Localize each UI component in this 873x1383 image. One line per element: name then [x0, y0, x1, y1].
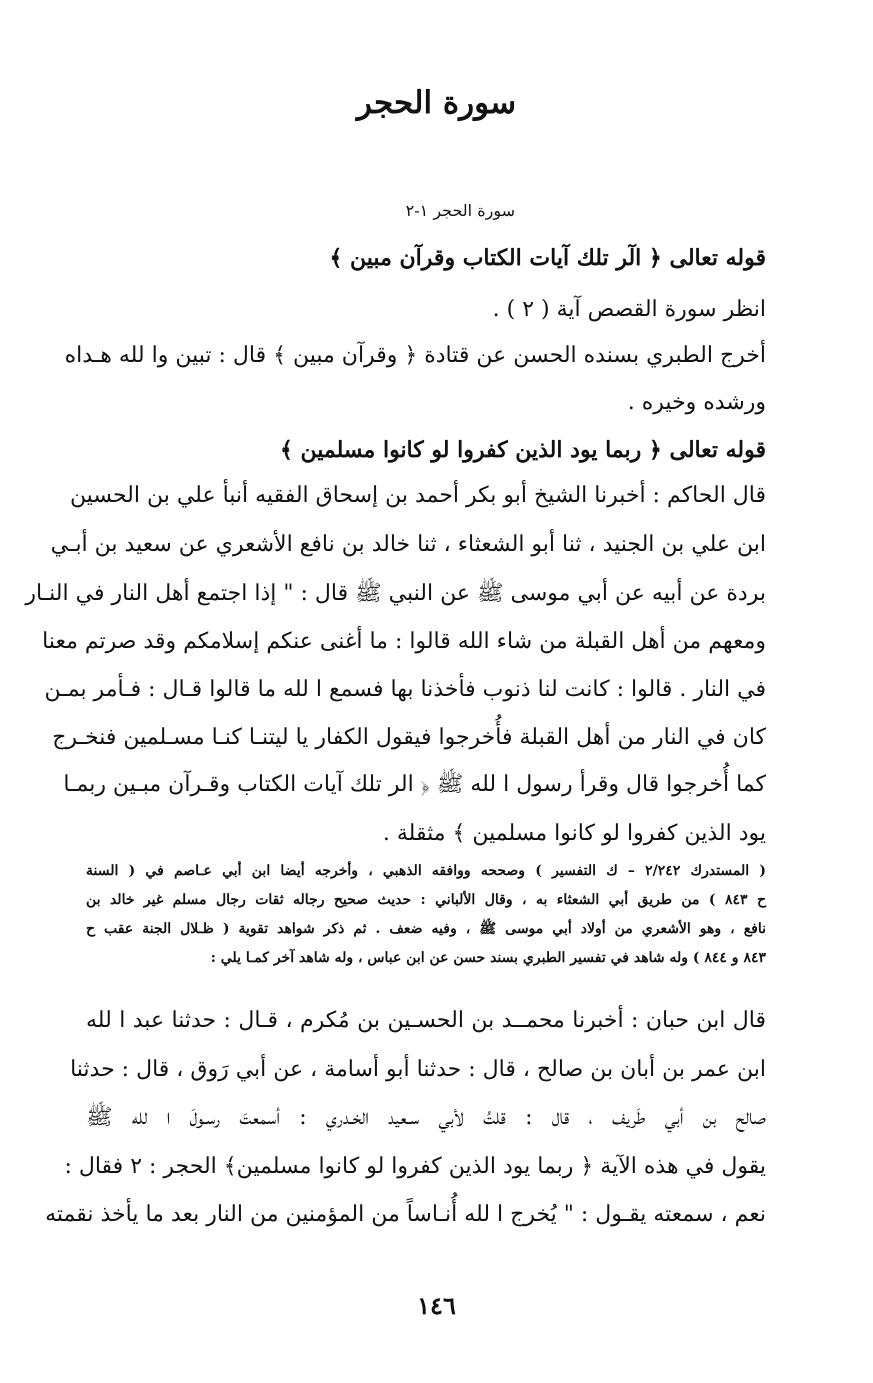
text-line: ابن عمر بن أبان بن صالح ، قال : حدثنا أبو أسامة ، عن أبي رَوق ، قال : حدثنا — [70, 1057, 766, 1082]
text-line: قال الحاكم : أخبرنا الشيخ أبو بكر أحمد بن إسحاق الفقيه أنبأ علي بن الحسين — [69, 483, 766, 508]
footnote-line: ٨٤٣ و ٨٤٤ ) وله شاهد في تفسير الطبري بسند حسن عن ابن عباس ، وله شاهد آخر كمـا يلي : — [210, 950, 766, 966]
heading-verse-2: قوله تعالى ﴿ ربما يود الذين كفروا لو كانوا مسلمين ﴾ — [279, 437, 766, 463]
text-line: ورشده وخيره . — [627, 390, 766, 415]
surah-reference: سورة الحجر ١-٢ — [405, 201, 515, 220]
footnote-line: ح ٨٤٣ ) من طريق أبي الشعثاء به ، وقال الألباني : حديث صحيح رجاله ثقات رجال مسلم غير خالد بن — [86, 892, 766, 908]
text-line: بردة عن أبيه عن أبي موسى ﷺ عن النبي ﷺ قال : " إذا اجتمع أهل النار في النـار — [25, 581, 766, 606]
text-line: قال ابن حبان : أخبرنا محمــد بن الحسـين بن مُكرم ، قـال : حدثنا عبد ا لله — [86, 1008, 766, 1033]
text-line: صالح بن أبي طَريف ، قال : قلتُ لأبي سـعيد الخـدري : أسمعتَ رسـولَ ا لله ﷺ — [86, 1105, 766, 1130]
text-line: يود الذين كفروا لو كانوا مسلمين ﴾ مثقلة . — [382, 821, 766, 846]
text-line: يقول في هذه الآية ﴿ ربما يود الذين كفروا لو كانوا مسلمين﴾ الحجر : ٢ فقال : — [64, 1154, 766, 1179]
page-title: سورة الحجر — [356, 85, 517, 121]
text-line: كما أُخرجوا قال وقرأ رسول ا لله ﷺ ﴿ الر تلك آيات الكتاب وقـرآن مبـين ربمـا — [63, 772, 766, 797]
text-line: انظر سورة القصص آية ( ٢ ) . — [492, 297, 766, 322]
text-line: ابن علي بن الجنيد ، ثنا أبو الشعثاء ، ثنا خالد بن نافع الأشعري عن سعيد بن أبـي — [50, 532, 766, 557]
text-line: أخرج الطبري بسنده الحسن عن قتادة ﴿ وقرآن مبين ﴾ قال : تبين وا لله هـداه — [64, 343, 766, 368]
page-number: ١٤٦ — [417, 1291, 456, 1320]
text-line: ومعهم من أهل القبلة من شاء الله قالوا : ما أغنى عنكم إسلامكم وقد صرتم معنا — [42, 629, 766, 654]
heading-verse-1: قوله تعالى ﴿ الٓر تلك آيات الكتاب وقرآن مبين ﴾ — [329, 245, 766, 271]
text-line: نعم ، سمعته يقـول : " يُخرج ا لله أُنـاساً من المؤمنين من النار بعد ما يأخذ نقمته — [45, 1202, 766, 1227]
footnote-line: ( المستدرك ٢/٢٤٢ – ك التفسير ) وصححه ووافقه الذهبي ، وأخرجه أيضا ابن أبي عـاصم في ( السنة — [86, 863, 766, 879]
text-line: كان في النار من أهل القبلة فأُخرجوا فيقول الكفار يا ليتنـا كنـا مسـلمين فنخـرج — [52, 725, 766, 750]
text-line: في النار . قالوا : كانت لنا ذنوب فأخذنا بها فسمع ا لله ما قالوا قـال : فـأمر بمـن — [44, 677, 766, 702]
footnote-line: نافع ، وهو الأشعري من أولاد أبي موسى ﷺ ، وفيه ضعف . ثم ذكر شواهد تقوية ( ظـلال الجنة عقب ح — [86, 921, 766, 937]
